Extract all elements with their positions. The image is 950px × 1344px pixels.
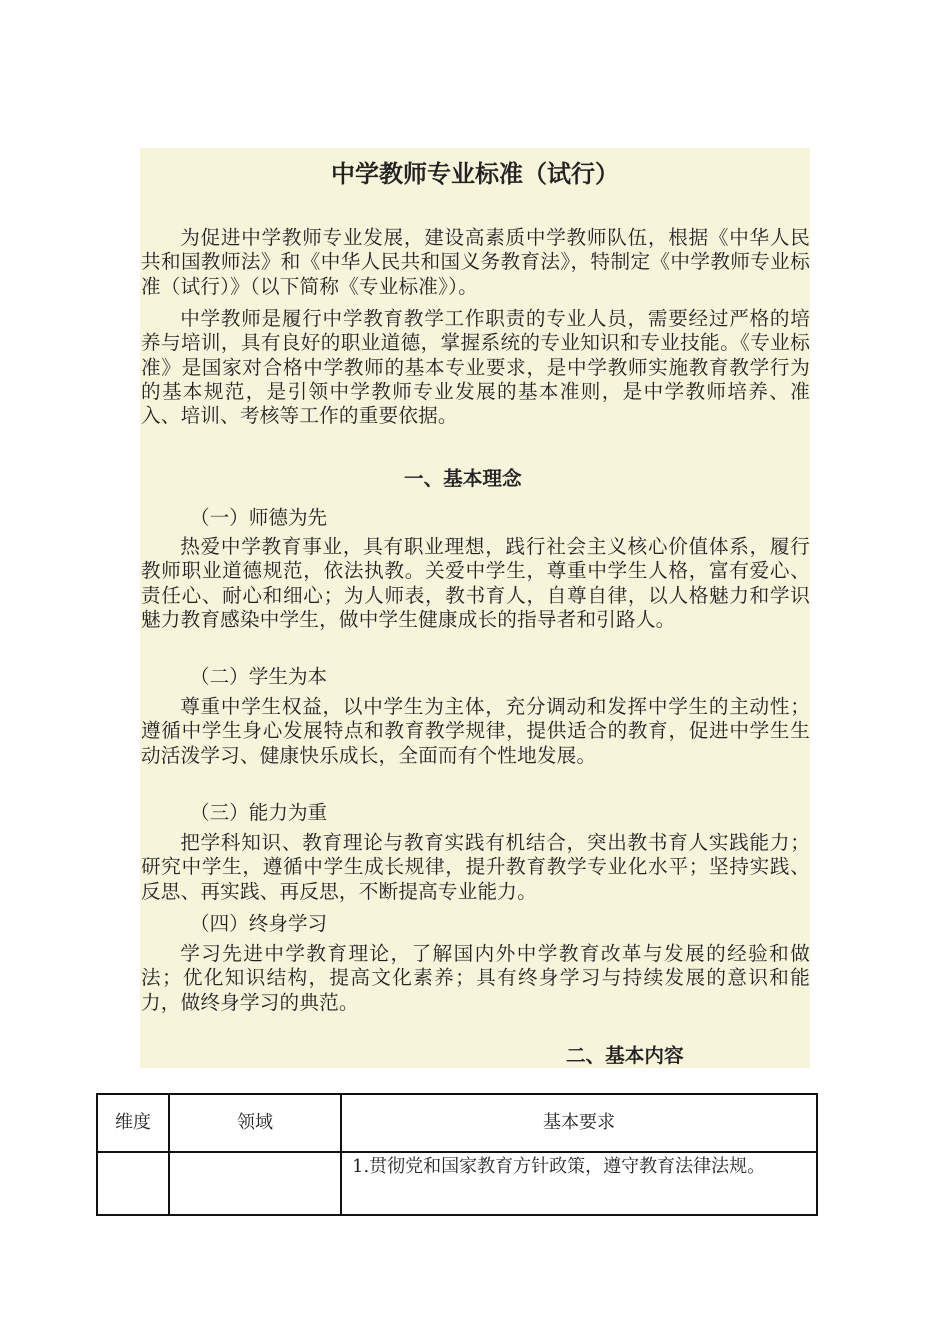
subheading-ability-focus: （三）能力为重 [190, 801, 328, 824]
paragraph-ethics-first: 热爱中学教育事业，具有职业理想，践行社会主义核心价值体系，履行教师职业道德规范，依法执教。关爱中学生，尊重中学生人格，富有爱心、责任心、耐心和细心；为人师表，教书育人，自尊自律，以人格魅力和学识魅力教育感染中学生，做中学生健康成长的指导者和引路人。 [141, 535, 810, 631]
section-heading-basic-concepts: 一、基本理念 [404, 467, 522, 490]
section-heading-basic-content: 二、基本内容 [566, 1044, 684, 1067]
subheading-student-centered: （二）学生为本 [190, 665, 328, 688]
table-header-row [97, 1094, 817, 1152]
cell-requirement: 1.贯彻党和国家教育方针政策，遵守教育法律法规。 [341, 1152, 817, 1215]
subheading-ethics-first: （一）师德为先 [190, 506, 328, 529]
document-title: 中学教师专业标准（试行） [331, 160, 619, 188]
standards-table [96, 1093, 818, 1216]
header-dimension: 维度 [97, 1094, 169, 1152]
cell-dimension [97, 1152, 169, 1215]
paragraph-ability-focus: 把学科知识、教育理论与教育实践有机结合，突出教书育人实践能力；研究中学生，遵循中学生成长规律，提升教育教学专业化水平；坚持实践、反思、再实践、再反思，不断提高专业能力。 [141, 831, 810, 903]
paragraph-student-centered: 尊重中学生权益，以中学生为主体，充分调动和发挥中学生的主动性；遵循中学生身心发展特点和教育教学规律，提供适合的教育，促进中学生生动活泼学习、健康快乐成长，全面而有个性地发展。 [141, 695, 810, 767]
cell-domain [169, 1152, 341, 1215]
subheading-lifelong-learning: （四）终身学习 [190, 912, 328, 935]
header-domain: 领域 [169, 1094, 341, 1152]
paragraph-lifelong-learning: 学习先进中学教育理论，了解国内外中学教育改革与发展的经验和做法；优化知识结构，提高文化素养；具有终身学习与持续发展的意识和能力，做终身学习的典范。 [141, 942, 810, 1014]
table-row [97, 1152, 817, 1215]
header-basic-requirements: 基本要求 [341, 1094, 817, 1152]
intro-paragraph-2: 中学教师是履行中学教育教学工作职责的专业人员，需要经过严格的培养与培训，具有良好的职业道德，掌握系统的专业知识和专业技能。《专业标准》是国家对合格中学教师的基本专业要求，是中学教师实施教育教学行为的基本规范，是引领中学教师专业发展的基本准则，是中学教师培养、准入、培训、考核等工作的重要依据。 [141, 307, 810, 428]
intro-paragraph-1: 为促进中学教师专业发展，建设高素质中学教师队伍，根据《中华人民共和国教师法》和《中华人民共和国义务教育法》，特制定《中学教师专业标准（试行）》（以下简称《专业标准》）。 [141, 226, 810, 298]
